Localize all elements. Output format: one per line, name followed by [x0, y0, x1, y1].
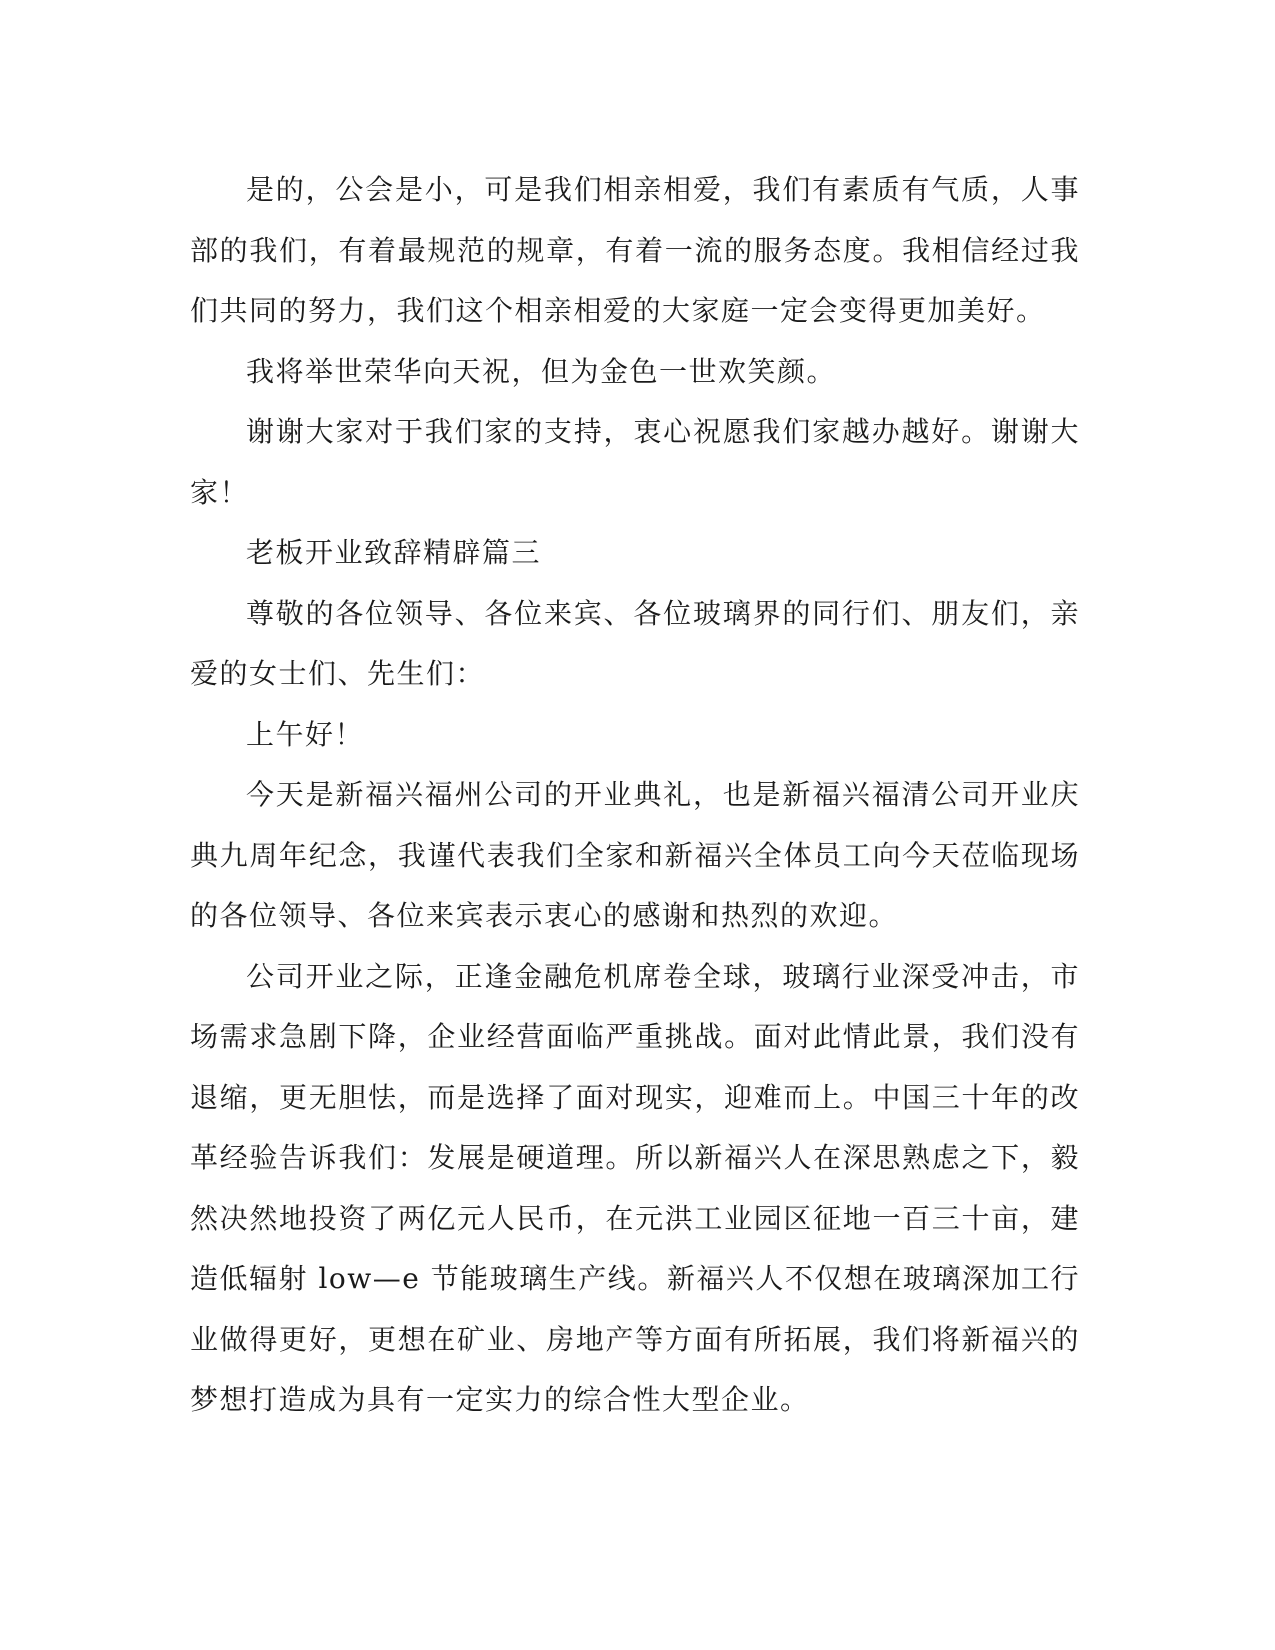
paragraph: 今天是新福兴福州公司的开业典礼，也是新福兴福清公司开业庆典九周年纪念，我谨代表我们全家和新福兴全体员工向今天莅临现场的各位领导、各位来宾表示衷心的感谢和热烈的欢迎。: [190, 778, 1080, 932]
greeting: 上午好！: [246, 717, 365, 751]
salutation: 尊敬的各位领导、各位来宾、各位玻璃界的同行们、朋友们，亲爱的女士们、先生们：: [190, 596, 1080, 690]
paragraph: 是的，公会是小，可是我们相亲相爱，我们有素质有气质，人事部的我们，有着最规范的规章，有着一流的服务态度。我相信经过我们共同的努力，我们这个相亲相爱的大家庭一定会变得更加美好。: [190, 173, 1080, 327]
document-body: [190, 160, 1080, 1431]
section-heading: 老板开业致辞精辟篇三: [246, 536, 542, 569]
paragraph: 我将举世荣华向天祝，但为金色一世欢笑颜。: [246, 354, 837, 388]
paragraph: 谢谢大家对于我们家的支持，衷心祝愿我们家越办越好。谢谢大家！: [190, 415, 1080, 509]
paragraph: 公司开业之际，正逢金融危机席卷全球，玻璃行业深受冲击，市场需求急剧下降，企业经营面临严重挑战。面对此情此景，我们没有退缩，更无胆怯，而是选择了面对现实，迎难而上。中国三十年的改革经验告诉我们：发展是硬道理。所以新福兴人在深思熟虑之下，毅然决然地投资了两亿元人民币，在元洪工业园区征地一百三十亩，建造低辐射 low—e 节能玻璃生产线。新福兴人不仅想在玻璃深加工行业做得更好，更想在矿业、房地产等方面有所拓展，我们将新福兴的梦想打造成为具有一定实力的综合性大型企业。: [190, 959, 1080, 1416]
